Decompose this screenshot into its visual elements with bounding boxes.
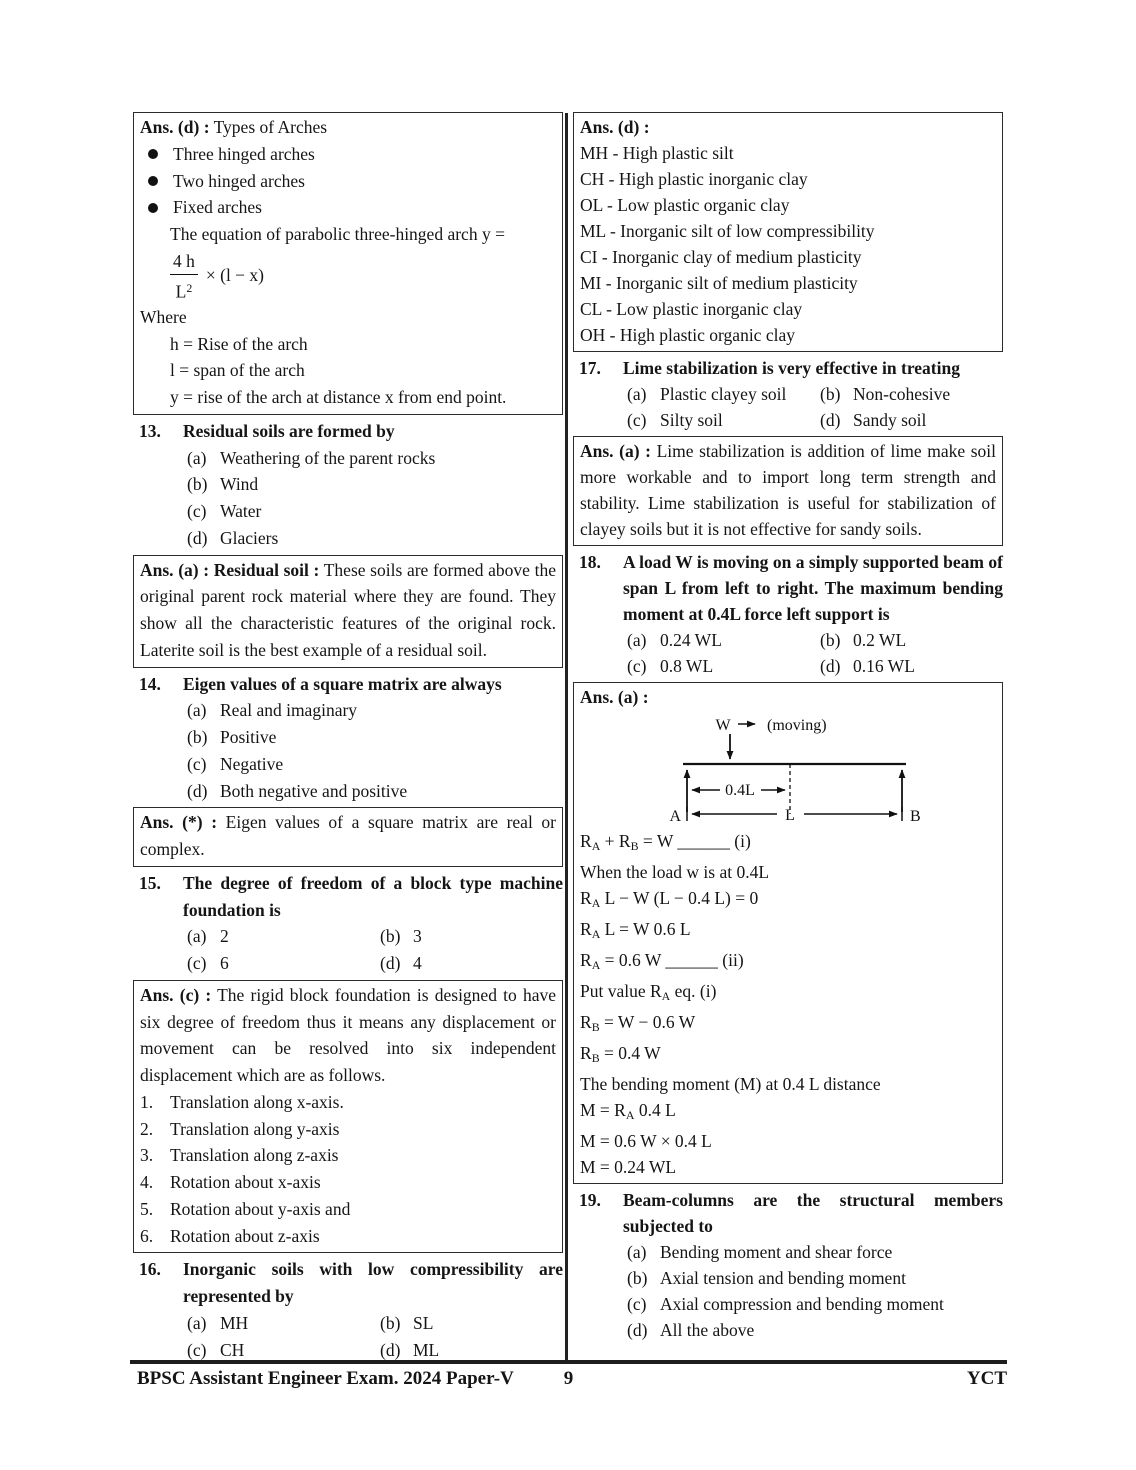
where-label: Where bbox=[140, 306, 187, 327]
answer-box-15 bbox=[133, 980, 563, 1254]
list-item: 5. Rotation about y-axis and bbox=[140, 1198, 351, 1219]
option-c: (c) 6 bbox=[187, 953, 229, 973]
option-d: (d) All the above bbox=[627, 1319, 755, 1340]
support-a-label: A bbox=[669, 808, 681, 825]
left-column bbox=[133, 112, 563, 1366]
option-a: (a) Real and imaginary bbox=[187, 700, 358, 721]
bullet-text: Fixed arches bbox=[173, 197, 262, 218]
list-item: 3. Translation along z-axis bbox=[140, 1145, 339, 1166]
fraction-numerator: 4 h bbox=[170, 249, 198, 275]
footer-exam-title: BPSC Assistant Engineer Exam. 2024 Paper-V bbox=[137, 1368, 514, 1389]
bullet-icon bbox=[148, 149, 158, 159]
question-text: A load W is moving on a simply supported beam of span L from left to right. The maximum bending moment at 0.4L force left support is bbox=[623, 552, 1003, 624]
bullet-item bbox=[140, 194, 556, 221]
option-d: (d) ML bbox=[380, 1339, 440, 1360]
question-number: 17. bbox=[579, 358, 601, 378]
option-row bbox=[575, 653, 1003, 679]
classification-line: CI - Inorganic clay of medium plasticity bbox=[580, 247, 862, 267]
equation-line: $R_A$ L = W 0.6 L bbox=[580, 918, 691, 941]
answer-label: Ans. (d) : bbox=[580, 117, 650, 137]
answer-label: Ans. (c) : bbox=[140, 984, 212, 1005]
answer-label: Ans. (a) : bbox=[580, 687, 649, 707]
option-d: (d) Both negative and positive bbox=[187, 780, 408, 801]
question-text: The degree of freedom of a block type machine foundation is bbox=[183, 872, 563, 920]
option-a: (a) Bending moment and shear force bbox=[627, 1241, 893, 1262]
option-a: (a) 0.24 WL bbox=[627, 630, 722, 650]
question-number: 18. bbox=[579, 552, 601, 572]
question-17 bbox=[575, 355, 1003, 433]
option-row bbox=[135, 923, 563, 950]
list-item: 2. Translation along y-axis bbox=[140, 1118, 340, 1139]
bullet-icon bbox=[148, 176, 158, 186]
definition-line: l = span of the arch bbox=[170, 360, 305, 381]
answer-text: Eigen values of a square matrix are real or complex. bbox=[140, 812, 556, 859]
answer-box-18 bbox=[573, 682, 1003, 1184]
bullet-item bbox=[140, 141, 556, 168]
answer-paragraph bbox=[580, 438, 996, 542]
bullet-text: Two hinged arches bbox=[173, 170, 305, 191]
question-number: 14. bbox=[139, 673, 161, 694]
option-row bbox=[575, 381, 1003, 407]
answer-label: Ans. (a) : bbox=[580, 441, 651, 461]
option-a: (a) Plastic clayey soil bbox=[627, 384, 787, 404]
list-item: 6. Rotation about z-axis bbox=[140, 1225, 320, 1246]
equation-line: The bending moment (M) at 0.4 L distance bbox=[580, 1073, 881, 1094]
answer-paragraph bbox=[140, 809, 556, 863]
question-text: Lime stabilization is very effective in treating bbox=[623, 358, 960, 378]
option-d: (d) Sandy soil bbox=[820, 410, 927, 430]
list-item: 1. Translation along x-axis. bbox=[140, 1091, 344, 1112]
answer-intro-line bbox=[140, 114, 556, 141]
definition-line: h = Rise of the arch bbox=[170, 333, 308, 354]
option-b: (b) 3 bbox=[380, 926, 422, 947]
question-18 bbox=[575, 549, 1003, 679]
classification-line: MI - Inorganic silt of medium plasticity bbox=[580, 273, 858, 293]
option-c: (c) 0.8 WL bbox=[627, 656, 714, 676]
question-19 bbox=[575, 1187, 1003, 1343]
option-c: (c) Silty soil bbox=[627, 410, 723, 430]
option-b: (b) Positive bbox=[187, 727, 277, 747]
page-footer bbox=[130, 1366, 1007, 1393]
question-16 bbox=[135, 1256, 563, 1363]
equation-line: $R_A$ L − W (L − 0.4 L) = 0 bbox=[580, 887, 759, 910]
option-row bbox=[135, 950, 563, 977]
answer-text: These soils are formed above the original parent rock material where they are found. They show all the characteristic features of the original rock. Laterite soil is the best example of a residual soil. bbox=[140, 559, 556, 660]
classification-line: OL - Low plastic organic clay bbox=[580, 195, 790, 215]
equation-line: M = 0.6 W × 0.4 L bbox=[580, 1130, 712, 1151]
footer-rule bbox=[130, 1360, 1007, 1364]
option-b: (b) Wind bbox=[187, 474, 259, 495]
option-b: (b) 0.2 WL bbox=[820, 630, 907, 650]
definition-line: y = rise of the arch at distance x from end point. bbox=[170, 387, 507, 407]
classification-line: CL - Low plastic inorganic clay bbox=[580, 299, 803, 319]
column-divider bbox=[565, 113, 568, 1361]
answer-label: Ans. (*) : bbox=[140, 812, 218, 833]
page-number: 9 bbox=[563, 1368, 574, 1389]
answer-label: Ans. (a) : Residual soil : bbox=[140, 559, 320, 580]
option-c: (c) Water bbox=[187, 501, 262, 521]
option-d: (d) 4 bbox=[380, 953, 422, 973]
dim-04l-label: 0.4L bbox=[725, 782, 755, 799]
option-row bbox=[575, 407, 1003, 433]
equation-line: $R_B = W - 0.6$ W bbox=[580, 1011, 696, 1034]
question-text: Beam-columns are the structural members subjected to bbox=[623, 1189, 1003, 1236]
bullet-item bbox=[140, 168, 556, 195]
answer-paragraph bbox=[140, 557, 556, 664]
question-14 bbox=[135, 671, 563, 805]
fraction-denominator: $L^2$ bbox=[175, 280, 193, 301]
classification-line: MH - High plastic silt bbox=[580, 143, 734, 163]
equation-line: When the load w is at 0.4L bbox=[580, 861, 770, 882]
answer-box-13 bbox=[133, 555, 563, 668]
list-item: 4. Rotation about x-axis bbox=[140, 1172, 321, 1192]
question-15 bbox=[135, 870, 563, 977]
option-b: (b) SL bbox=[380, 1312, 434, 1333]
option-a: (a) 2 bbox=[187, 926, 229, 947]
question-number: 19. bbox=[579, 1189, 601, 1210]
answer-paragraph bbox=[140, 982, 556, 1089]
question-number: 15. bbox=[139, 872, 161, 893]
option-row bbox=[135, 1310, 563, 1337]
equation-intro: The equation of parabolic three-hinged arch y = bbox=[170, 224, 505, 244]
answer-box-17 bbox=[573, 436, 1003, 546]
equation-line: $R_B = 0.4$ W bbox=[580, 1042, 661, 1065]
option-d: (d) 0.16 WL bbox=[820, 656, 915, 676]
option-c: (c) Negative bbox=[187, 753, 284, 774]
question-number: 13. bbox=[139, 420, 161, 441]
answer-box-14 bbox=[133, 807, 563, 867]
beam-diagram bbox=[580, 710, 996, 828]
answer-intro-line bbox=[580, 684, 996, 710]
bullet-text: Three hinged arches bbox=[173, 143, 315, 164]
answer-box-arches bbox=[133, 112, 563, 415]
answer-text: Lime stabilization is addition of lime make soil more workable and to import long term strength and stability. Lime stabilization is useful for stabilization of clayey soils but it is not effective for sandy soils. bbox=[580, 441, 997, 539]
question-text: Eigen values of a square matrix are always bbox=[183, 673, 502, 694]
answer-box-soil-classification bbox=[573, 112, 1003, 352]
option-a: (a) Weathering of the parent rocks bbox=[187, 447, 436, 468]
equation-tail: × (l − x) bbox=[205, 265, 265, 286]
option-c: (c) Axial compression and bending moment bbox=[627, 1293, 944, 1314]
answer-title: Types of Arches bbox=[213, 117, 328, 137]
answer-label: Ans. (d) : bbox=[140, 117, 210, 137]
equation-line: $M = R_A$ 0.4 L bbox=[580, 1099, 676, 1122]
equation-line: $R_A = 0.6$ W ______ (ii) bbox=[580, 949, 744, 972]
support-b-label: B bbox=[910, 808, 921, 825]
option-d: (d) Glaciers bbox=[187, 527, 279, 548]
classification-line: OH - High plastic organic clay bbox=[580, 325, 795, 345]
question-text: Residual soils are formed by bbox=[183, 420, 395, 441]
answer-text: The rigid block foundation is designed to have six degree of freedom thus it means any displacement or movement can be resolved into six independent displacement which are as follows. bbox=[140, 984, 557, 1085]
answer-intro-line bbox=[580, 114, 996, 140]
equation-line: $R_A + R_B = W$ ______ (i) bbox=[580, 831, 751, 853]
option-b: (b) Non-cohesive bbox=[820, 384, 951, 404]
equation-line: Put value $R_A$ eq. (i) bbox=[580, 980, 717, 1003]
question-number: 16. bbox=[139, 1259, 161, 1280]
option-a: (a) MH bbox=[187, 1312, 249, 1333]
load-label: W bbox=[715, 717, 731, 734]
right-column bbox=[573, 112, 1003, 1346]
arch-equation bbox=[140, 248, 556, 304]
footer-publisher: YCT bbox=[966, 1368, 1007, 1389]
bullet-icon bbox=[148, 203, 158, 213]
question-13 bbox=[135, 418, 563, 552]
classification-line: ML - Inorganic silt of low compressibility bbox=[580, 221, 875, 241]
option-b: (b) Axial tension and bending moment bbox=[627, 1267, 906, 1288]
span-label: L bbox=[785, 807, 795, 824]
classification-line: CH - High plastic inorganic clay bbox=[580, 169, 808, 189]
option-row bbox=[575, 627, 1003, 653]
fraction bbox=[170, 249, 198, 303]
moving-label: (moving) bbox=[767, 717, 827, 734]
equation-line: M = 0.24 WL bbox=[580, 1156, 677, 1177]
question-text: Inorganic soils with low compressibility are represented by bbox=[183, 1259, 563, 1306]
option-c: (c) CH bbox=[187, 1339, 245, 1360]
